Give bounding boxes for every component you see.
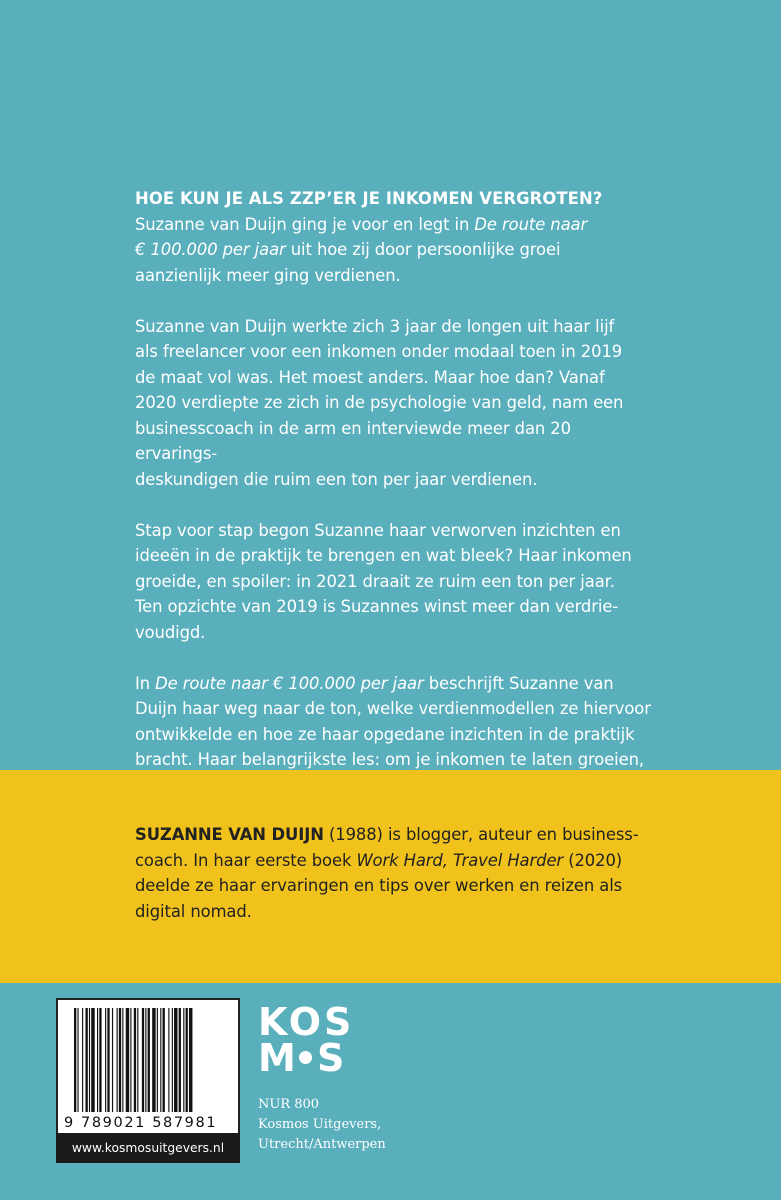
author-bio-text: deelde ze haar ervaringen en tips over werken en reizen als <box>135 876 623 895</box>
blurb-heading: HOE KUN JE ALS ZZP’ER JE INKOMEN VERGROTEN? <box>135 189 603 208</box>
book-title-italic: De route naar <box>474 214 588 234</box>
blurb-line: bracht. Haar belangrijkste les: om je inkomen te laten groeien, <box>135 750 645 769</box>
barcode-bar <box>82 1008 83 1112</box>
barcode-bar <box>117 1008 118 1112</box>
blurb-line: Suzanne van Duijn werkte zich 3 jaar de longen uit haar lijf <box>135 316 615 336</box>
barcode-bar <box>142 1008 144 1112</box>
back-cover-bottom <box>0 983 781 1200</box>
barcode-bar <box>99 1008 101 1112</box>
barcode-bar <box>137 1008 138 1112</box>
barcode-bar <box>89 1008 90 1112</box>
logo-dot-icon <box>299 1051 312 1064</box>
blurb-p4-text: beschrijft Suzanne van <box>423 673 614 693</box>
barcode-bar <box>97 1008 98 1112</box>
blurb-line: als freelancer voor een inkomen onder modaal toen in 2019 <box>135 342 623 361</box>
blurb-paragraph-2 <box>135 314 655 493</box>
barcode-bar <box>148 1008 150 1112</box>
publisher-name: Kosmos Uitgevers, <box>258 1117 382 1132</box>
barcode-bar <box>172 1008 173 1112</box>
publisher-url: www.kosmosuitgevers.nl <box>56 1133 240 1163</box>
publisher-info <box>258 1095 386 1155</box>
previous-book-title: Work Hard, Travel Harder <box>356 850 564 870</box>
barcode-bar <box>107 1008 109 1112</box>
blurb-line: voudigd. <box>135 622 206 642</box>
logo-letter-s: S <box>317 1036 345 1080</box>
blurb-line: Ten opzichte van 2019 is Suzannes winst meer dan verdrie- <box>135 597 619 616</box>
blurb-line: Stap voor stap begon Suzanne haar verworven inzichten en <box>135 520 621 540</box>
logo-row-1: KOS <box>258 1000 355 1044</box>
barcode-bar <box>86 1008 88 1112</box>
kosmos-logo <box>258 1000 355 1083</box>
barcode-bar <box>157 1008 158 1112</box>
barcode-bar <box>189 1008 192 1112</box>
barcode-bar <box>130 1008 131 1112</box>
barcode-bar <box>105 1008 106 1112</box>
barcode-bar <box>152 1008 155 1112</box>
author-bio-text: digital nomad. <box>135 901 252 921</box>
book-title-italic: € 100.000 per jaar <box>135 240 286 259</box>
barcode-bar <box>183 1008 184 1112</box>
barcode-bar <box>163 1008 165 1112</box>
author-bio <box>135 822 655 924</box>
blurb-line: ontwikkelde en hoe ze haar opgedane inzichten in de praktijk <box>135 724 635 744</box>
blurb-p4-text: In <box>135 673 156 693</box>
author-bio-text: (1988) is blogger, auteur en business- <box>323 825 639 844</box>
barcode-bar <box>74 1008 76 1112</box>
blurb-paragraph-3 <box>135 518 655 646</box>
barcode-bar <box>174 1008 177 1112</box>
blurb-line: ideeën in de praktijk te brengen en wat bleek? Haar inkomen <box>135 546 632 565</box>
barcode-bar <box>126 1008 129 1112</box>
barcode-bar <box>112 1008 113 1112</box>
blurb-p1-text: Suzanne van Duijn ging je voor en legt in <box>135 214 475 234</box>
book-blurb <box>135 186 655 798</box>
barcode-bars <box>74 1008 226 1118</box>
blurb-line: businesscoach in de arm en interviewde meer dan 20 ervarings- <box>135 418 571 463</box>
barcode-bar <box>186 1008 188 1112</box>
blurb-line: Duijn haar weg naar de ton, welke verdienmodellen ze hiervoor <box>135 699 651 718</box>
blurb-line: deskundigen die ruim een ton per jaar verdienen. <box>135 469 538 489</box>
barcode-bar <box>145 1008 146 1112</box>
blurb-line: 2020 verdiepte ze zich in de psychologie van geld, nam een <box>135 393 624 412</box>
blurb-line: de maat vol was. Het moest anders. Maar hoe dan? Vanaf <box>135 367 605 387</box>
barcode-bar <box>122 1008 123 1112</box>
barcode-bar <box>160 1008 161 1112</box>
barcode-bar <box>179 1008 181 1112</box>
barcode-bar <box>168 1008 169 1112</box>
barcode-bar <box>77 1008 78 1112</box>
nur-code: NUR 800 <box>258 1097 320 1112</box>
logo-row-2 <box>258 1036 348 1080</box>
barcode-bar <box>91 1008 94 1112</box>
blurb-line: groeide, en spoiler: in 2021 draait ze ruim een ton per jaar. <box>135 571 615 591</box>
barcode-bar <box>119 1008 121 1112</box>
logo-letter-m: M <box>258 1036 296 1080</box>
blurb-paragraph-1 <box>135 212 655 289</box>
isbn-number: 9 789021 587981 <box>64 1115 218 1131</box>
barcode-bar <box>134 1008 136 1112</box>
author-bio-text: (2020) <box>563 850 623 870</box>
author-bio-band <box>0 770 781 983</box>
author-name: SUZANNE VAN DUIJN <box>135 825 324 844</box>
blurb-p1-text: aanzienlijk meer ging verdienen. <box>135 265 401 285</box>
author-bio-text: coach. In haar eerste boek <box>135 850 357 870</box>
book-title-italic: De route naar € 100.000 per jaar <box>155 673 424 693</box>
publisher-city: Utrecht/Antwerpen <box>258 1137 386 1152</box>
blurb-p1-text: uit hoe zij door persoonlijke groei <box>285 240 561 259</box>
